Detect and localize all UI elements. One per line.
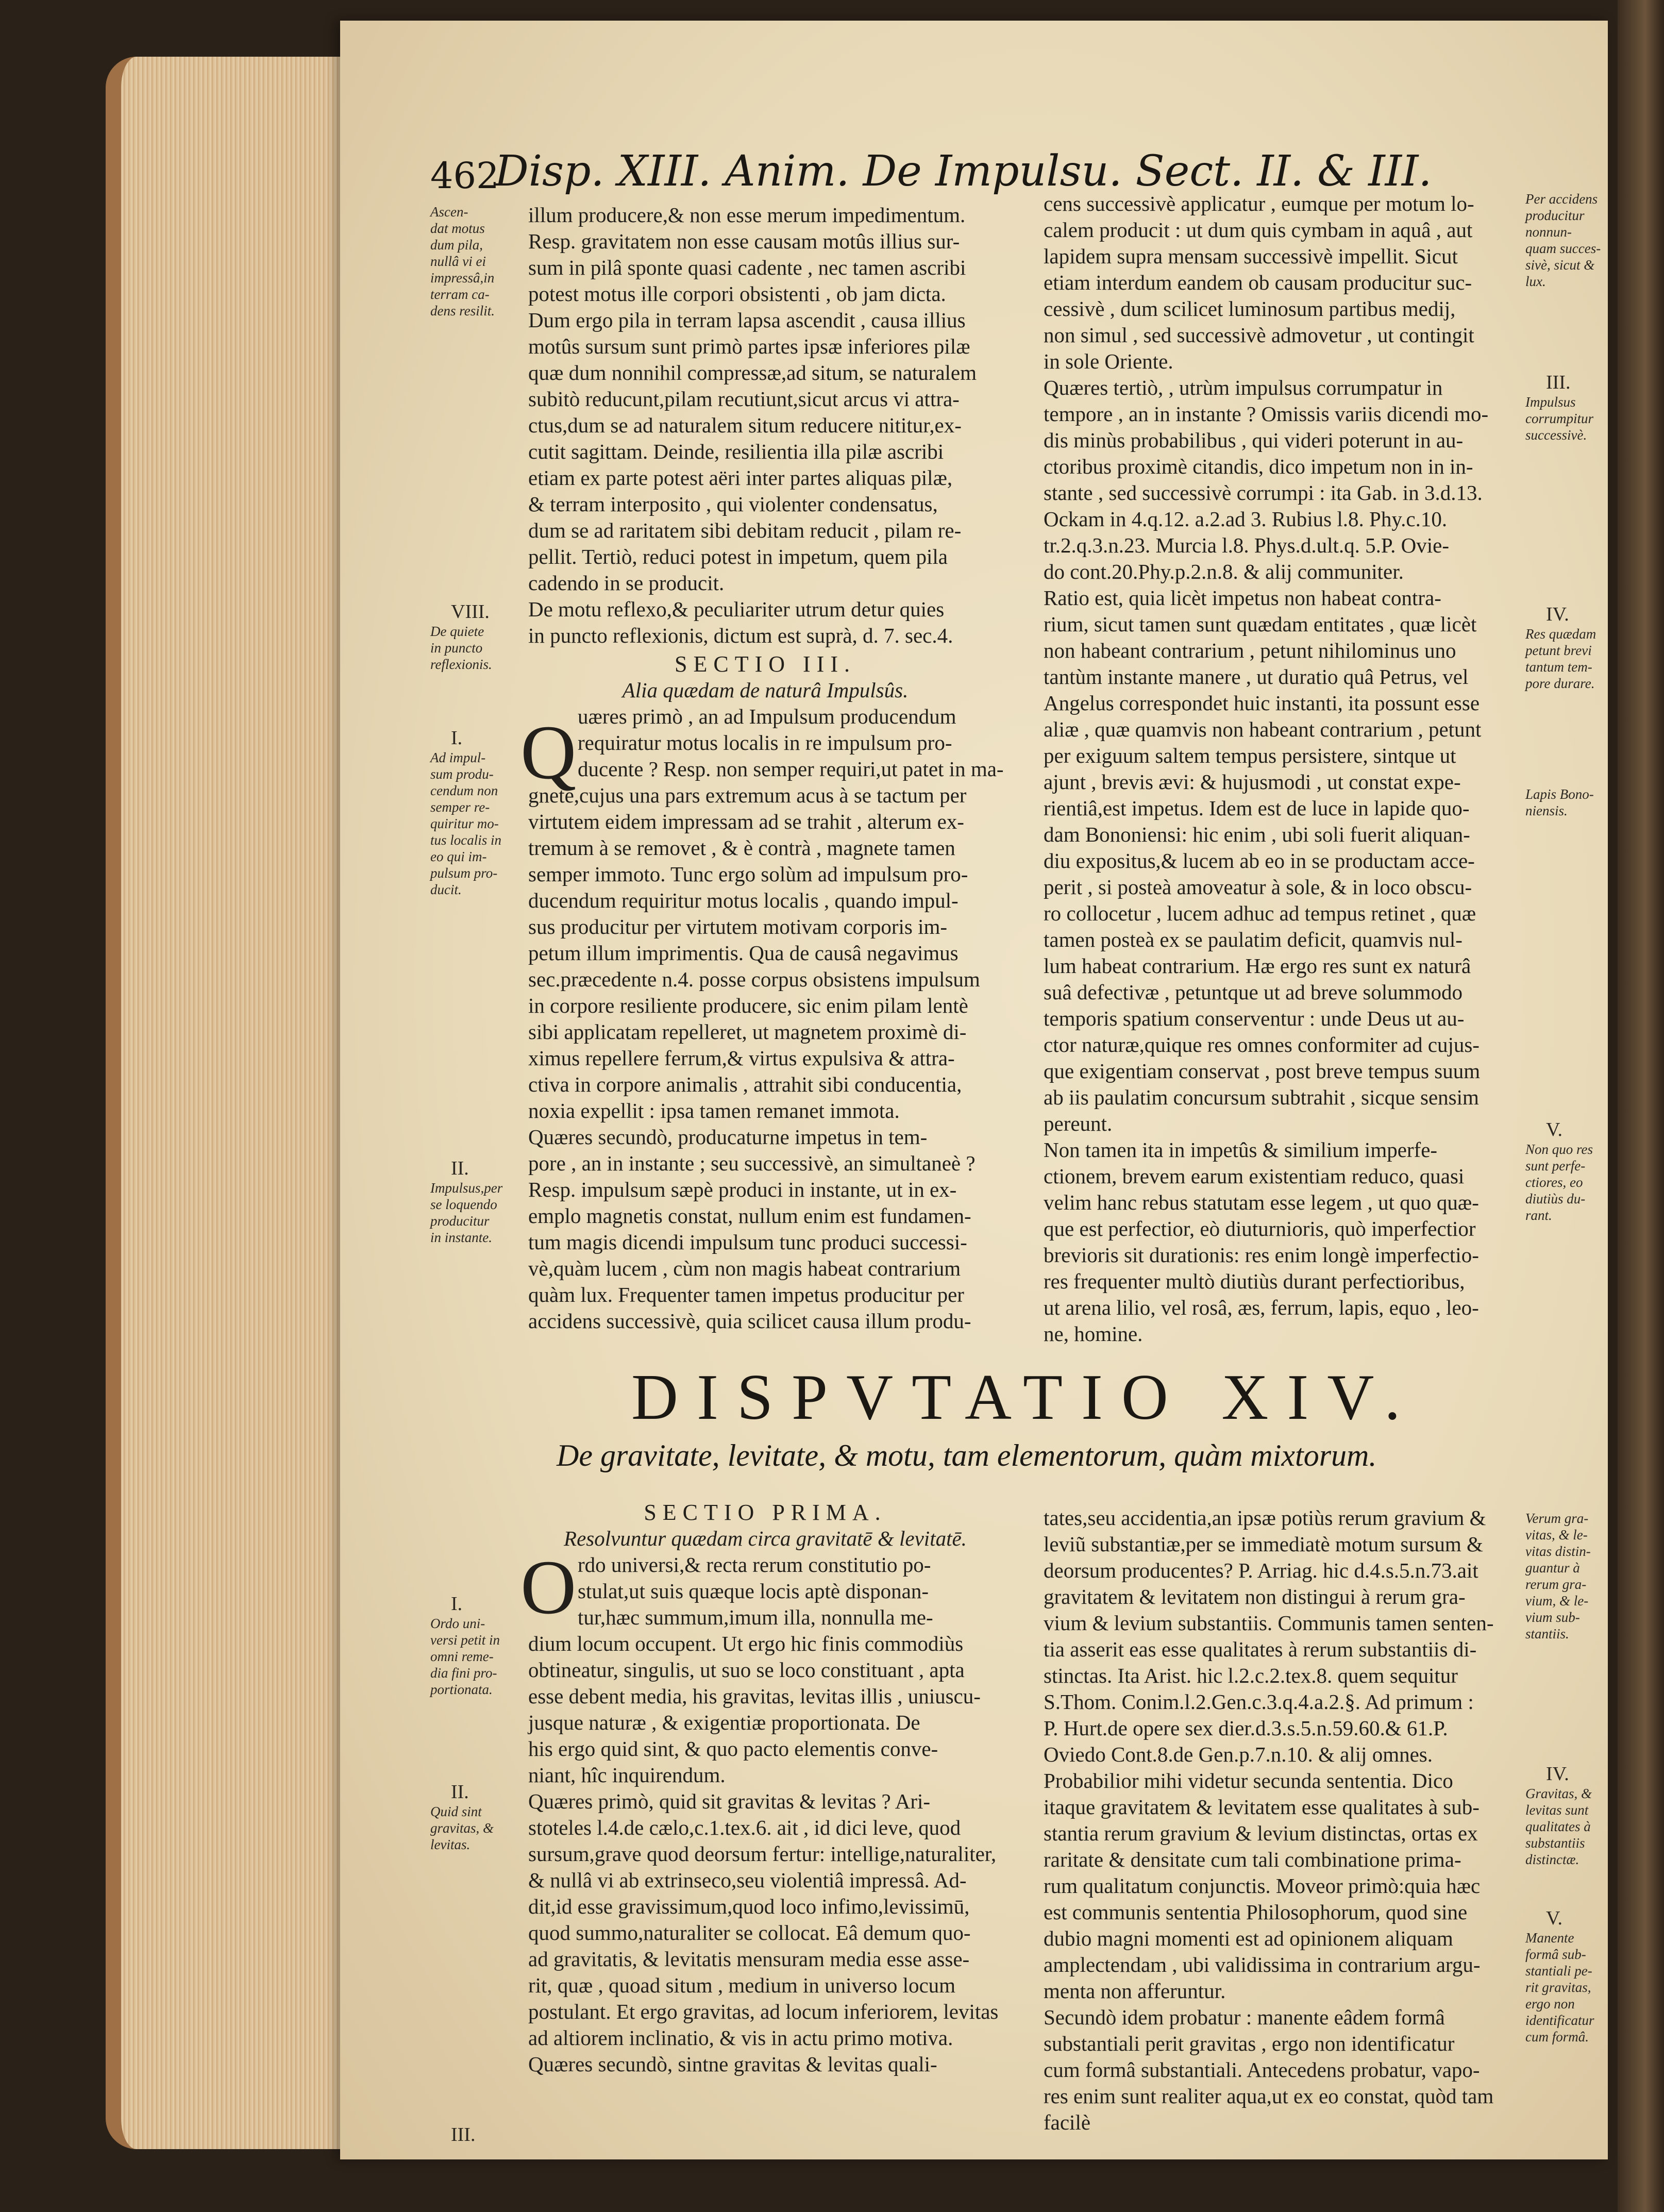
text-line: stoteles l.4.de cælo,c.1.tex.6. ait , id dici leve, quod xyxy=(528,1816,961,1839)
text-line: sec.præcedente n.4. posse corpus obsistens impulsum xyxy=(528,967,980,991)
marginal-note-line: Quid sint xyxy=(430,1804,482,1819)
text-line: De motu reflexo,& peculiariter utrum detur quies xyxy=(528,597,945,621)
marginal-note xyxy=(430,1157,502,1246)
text-line: in sole Oriente. xyxy=(1044,349,1173,373)
text-line: tr.2.q.3.n.23. Murcia l.8. Phys.d.ult.q. 5.P. Ovie- xyxy=(1044,533,1449,557)
marginal-note-line: ergo non xyxy=(1525,1996,1575,2012)
text-line: ne, homine. xyxy=(1044,1322,1143,1346)
marginal-note-line: producitur xyxy=(1525,208,1585,223)
disputatio-title: DISPVTATIO XIV. xyxy=(631,1362,1419,1433)
text-line: sursum,grave quod deorsum fertur: intellige,naturaliter, xyxy=(528,1842,997,1866)
marginal-note-line: identificatur xyxy=(1525,2013,1594,2028)
marginal-note-line: ducit. xyxy=(430,882,462,897)
marginal-note-line: niensis. xyxy=(1525,803,1568,818)
marginal-note-number: IV. xyxy=(1546,1763,1569,1785)
marginal-note xyxy=(1525,1763,1592,1868)
text-line: tantùm instante manere , ut duratio quâ Petrus, vel xyxy=(1044,665,1469,689)
text-line: Quæres secundò, sintne gravitas & levitas quali- xyxy=(528,2052,937,2076)
text-line: cutit sagittam. Deinde, resilientia illa pilæ ascribi xyxy=(528,440,944,463)
marginal-note-line: producitur xyxy=(430,1213,490,1229)
text-line: rium, sicut tamen sunt quædam entitates , quæ licèt xyxy=(1044,612,1477,636)
marginal-note-line: impressâ,in xyxy=(430,270,495,286)
text-line: noxia expellit : ipsa tamen remanet immota. xyxy=(528,1099,900,1122)
text-line: P. Hurt.de opere sex dier.d.3.s.5.n.59.60.& 61.P. xyxy=(1044,1716,1448,1740)
text-line: quàm lux. Frequenter tamen impetus producitur per xyxy=(528,1283,964,1306)
marginal-note-line: lux. xyxy=(1525,274,1546,289)
marginal-note-line: in puncto xyxy=(430,640,483,656)
marginal-note-line: Lapis Bono- xyxy=(1525,786,1594,802)
marginal-note-line: reflexionis. xyxy=(430,657,492,672)
marginal-note-line: tantum tem- xyxy=(1525,659,1592,675)
marginal-note xyxy=(1525,371,1593,443)
marginal-note-line: De quiete xyxy=(430,624,484,639)
text-line: calem producit : ut dum quis cymbam in aquâ , aut xyxy=(1044,218,1473,242)
text-line: perit , si posteà amoveatur à sole, & in loco obscu- xyxy=(1044,875,1472,899)
text-line: dium locum occupent. Ut ergo hic finis commodiùs xyxy=(528,1632,964,1655)
text-line: gravitatem & levitatem non distingui à rerum gra- xyxy=(1044,1585,1466,1608)
marginal-note xyxy=(1525,1510,1591,1642)
sectio-prima-title: SECTIO PRIMA. xyxy=(644,1500,887,1525)
text-line: velim hanc rebus statutam esse legem , ut quo quæ- xyxy=(1044,1191,1479,1214)
marginal-note-line: Verum gra- xyxy=(1525,1511,1589,1526)
marginal-note-number: V. xyxy=(1546,1119,1563,1141)
text-line: his ergo quid sint, & quo pacto elementis conve- xyxy=(528,1737,938,1761)
marginal-note xyxy=(1525,603,1596,692)
marginal-note-line: quiritur mo- xyxy=(430,816,499,831)
marginal-note xyxy=(1525,191,1601,290)
text-line: est communis sententia Philosophorum, quod sine xyxy=(1044,1900,1468,1924)
text-line: in corpore resiliente producere, sic enim pilam lentè xyxy=(528,994,968,1017)
text-line: Ratio est, quia licèt impetus non habeat contra- xyxy=(1044,586,1441,610)
text-line: quod summo,naturaliter se collocat. Eâ demum quo- xyxy=(528,1921,971,1945)
text-line: Resp. gravitatem non esse causam motûs illius sur- xyxy=(528,229,960,253)
marginal-note-number: IV. xyxy=(1546,604,1569,625)
text-line: virtutem eidem impressam ad se trahit , alterum ex- xyxy=(528,810,964,833)
text-line: stantia rerum gravium & levium distinctas, ortas ex xyxy=(1044,1821,1478,1845)
text-line: etiam interdum eandem ob causam producitur suc- xyxy=(1044,271,1472,294)
text-line: rit, quæ , quoad situm , medium in universo locum xyxy=(528,1973,956,1997)
marginal-note-line: diutiùs du- xyxy=(1525,1191,1586,1206)
marginal-note-line: nullâ vi ei xyxy=(430,254,486,269)
text-line: per exiguum saltem tempus persistere, sintque ut xyxy=(1044,744,1456,767)
upper-left-column xyxy=(528,202,1004,1334)
text-line: vè,quàm lucem , cùm non magis habeat contrarium xyxy=(528,1256,961,1280)
sectio-prima-subtitle: Resolvuntur quædam circa gravitatē & levitatē. xyxy=(564,1527,967,1550)
text-line: ducente ? Resp. non semper requiri,ut patet in ma- xyxy=(578,757,1004,781)
text-line: stulat,ut suis quæque locis aptè disponan- xyxy=(578,1579,929,1603)
text-line: in puncto reflexionis, dictum est suprà, d. 7. sec.4. xyxy=(528,624,953,647)
text-line: sus producitur per virtutem motivam corporis im- xyxy=(528,915,948,939)
text-line: lapidem supra mensam successivè impellit. Sicut xyxy=(1044,244,1458,268)
text-line: ut arena lilio, vel rosâ, æs, ferrum, lapis, equo , leo- xyxy=(1044,1296,1479,1319)
text-line: dubio magni momenti est ad opinionem aliquam xyxy=(1044,1926,1453,1950)
text-line: ctiva in corpore animalis , attrahit sibi conducentia, xyxy=(528,1073,962,1096)
text-line: stinctas. Ita Arist. hic l.2.c.2.tex.8. quem sequitur xyxy=(1044,1664,1458,1687)
marginal-note-number: VIII. xyxy=(451,601,490,623)
text-line: Quæres secundò, producaturne impetus in tem- xyxy=(528,1125,928,1149)
facing-page-edge xyxy=(1618,0,1664,2212)
marginal-note-line: vium sub- xyxy=(1525,1610,1580,1625)
book-page-edges xyxy=(106,57,358,2149)
marginal-note-line: Ad impul- xyxy=(430,750,486,765)
marginal-note-line: successivè. xyxy=(1525,427,1587,443)
text-line: substantiali perit gravitas , ergo non identificatur xyxy=(1044,2032,1455,2055)
text-line: non simul , sed successivè admovetur , ut contingit xyxy=(1044,323,1474,347)
text-line: Oviedo Cont.8.de Gen.p.7.n.10. & alij omnes. xyxy=(1044,1742,1433,1766)
text-line: res frequenter multò diutiùs durant perfectioribus, xyxy=(1044,1269,1465,1293)
text-line: motûs sursum sunt primò partes ipsæ inferiores pilæ xyxy=(528,334,970,358)
text-line: facilè xyxy=(1044,2110,1091,2134)
marginal-note-number: V. xyxy=(1546,1907,1563,1929)
text-line: Quæres tertiò, , utrùm impulsus corrumpatur in xyxy=(1044,376,1443,399)
marginal-note-line: levitas sunt xyxy=(1525,1802,1589,1818)
marginal-note-line: sivè, sicut & xyxy=(1525,257,1595,273)
text-line: lum habeat contrarium. Hæ ergo res sunt ex naturâ xyxy=(1044,954,1471,978)
text-line: raritate & densitate cum tali combinatione prima- xyxy=(1044,1848,1461,1871)
marginal-note-line: quam succes- xyxy=(1525,241,1601,256)
marginal-note-line: dum pila, xyxy=(430,237,483,253)
text-line: postulant. Et ergo gravitas, ad locum inferiorem, levitas xyxy=(528,2000,999,2023)
marginal-note-line: portionata. xyxy=(430,1682,493,1697)
text-line: & terram interposito , qui violenter condensatus, xyxy=(528,492,938,516)
sectio-iii-title: SECTIO III. xyxy=(675,651,856,677)
text-line: uæres primò , an ad Impulsum producendum xyxy=(578,705,956,728)
text-line: Angelus correspondet huic instanti, ita possunt esse xyxy=(1044,691,1480,715)
marginal-note-line: levitas. xyxy=(430,1837,470,1852)
marginal-note-line: Gravitas, & xyxy=(1525,1786,1592,1801)
text-line: stante , sed successivè corrumpi : ita Gab. in 3.d.13. xyxy=(1044,481,1483,505)
marginal-note-line: vium, & le- xyxy=(1525,1593,1589,1608)
marginal-note-line: Ordo uni- xyxy=(430,1616,485,1631)
text-line: esse debent media, his gravitas, levitas illis , uniuscu- xyxy=(528,1684,981,1708)
text-line: pore , an in instante ; seu successivè, an simultaneè ? xyxy=(528,1151,976,1175)
marginal-note-line: Res quædam xyxy=(1525,626,1596,642)
marginal-note-line: Impulsus,per xyxy=(430,1180,503,1196)
marginal-note-number: III. xyxy=(1546,372,1571,393)
text-line: subitò reducunt,pilam recutiunt,sicut arcus vi attra- xyxy=(528,387,960,411)
text-line: ximus repellere ferrum,& virtus expulsiva & attra- xyxy=(528,1046,955,1070)
text-line: jusque naturæ , & exigentiæ proportionata. De xyxy=(528,1711,920,1734)
marginal-note-number: II. xyxy=(451,1158,469,1179)
marginal-note xyxy=(1525,786,1594,819)
marginal-note-line: versi petit in xyxy=(430,1632,500,1648)
text-line: ajunt , brevis ævi: & hujusmodi , ut constat expe- xyxy=(1044,770,1461,794)
upper-right-column xyxy=(1044,191,1488,1347)
marginal-note-line: stantiali pe- xyxy=(1525,1963,1592,1979)
text-line: amplectendam , ubi validissima in contrarium argu- xyxy=(1044,1953,1481,1976)
marginal-note-line: rit gravitas, xyxy=(1525,1980,1591,1995)
marginal-note-line: substantiis xyxy=(1525,1835,1585,1851)
text-line: requiratur motus localis in re impulsum pro- xyxy=(578,731,952,755)
text-line: illum producere,& non esse merum impedimentum. xyxy=(528,203,966,227)
marginal-note-line: Non quo res xyxy=(1525,1142,1593,1157)
text-line: deorsum producentes? P. Arriag. hic d.4.s.5.n.73.ait xyxy=(1044,1559,1478,1582)
marginal-note-line: rant. xyxy=(1525,1208,1552,1223)
text-line: dis minùs probabilibus , qui videri poterunt in au- xyxy=(1044,428,1464,452)
text-line: ad altiorem inclinatio, & vis in actu primo motiva. xyxy=(528,2026,953,2050)
text-line: do cont.20.Phy.p.2.n.8. & alij communiter. xyxy=(1044,560,1404,583)
text-line: dam Bononiensi: hic enim , ubi soli fuerit aliquan- xyxy=(1044,823,1470,846)
marginal-note-line: sum produ- xyxy=(430,766,494,782)
text-line: tur,hæc summum,imum illa, nonnulla me- xyxy=(578,1605,933,1629)
text-line: ro collocetur , lucem adhuc ad tempus retinet , quæ xyxy=(1044,901,1476,925)
marginal-note-line: Ascen- xyxy=(430,204,468,220)
marginal-note xyxy=(1525,1118,1593,1224)
text-line: diu expositus,& lucem ab eo in se productam acce- xyxy=(1044,849,1475,873)
text-line: ctus,dum se ad naturalem situm reducere nititur,ex- xyxy=(528,413,962,437)
text-line: Secundò idem probatur : manente eâdem formâ xyxy=(1044,2005,1445,2029)
marginal-note xyxy=(430,727,501,898)
text-line: tia asserit eas esse qualitates à rerum substantiis di- xyxy=(1044,1637,1477,1661)
text-line: potest motus ille corpori obsistenti , ob jam dicta. xyxy=(528,282,946,306)
text-line: emplo magnetis constat, nullum enim est fundamen- xyxy=(528,1204,971,1228)
marginal-note-line: Impulsus xyxy=(1525,394,1576,410)
marginal-note-number: I. xyxy=(451,727,463,749)
text-line: & nullâ vi ab extrinseco,seu violentiâ impressâ. Ad- xyxy=(528,1868,967,1892)
text-line: cens successivè applicatur , eumque per motum lo- xyxy=(1044,192,1474,215)
lower-right-column xyxy=(1044,1505,1493,2136)
marginal-note-line: se loquendo xyxy=(430,1197,497,1212)
text-line: ad gravitatis, & levitatis mensuram media esse asse- xyxy=(528,1947,970,1971)
marginal-note-line: dat motus xyxy=(430,221,485,236)
text-line: ducendum requiritur motus localis , quando impul- xyxy=(528,889,959,912)
marginal-note-line: Manente xyxy=(1525,1930,1574,1946)
text-line: Resp. impulsum sæpè produci in instante, ut in ex- xyxy=(528,1178,957,1201)
marginal-note-line: gravitas, & xyxy=(430,1820,494,1836)
marginal-note-line: cendum non xyxy=(430,783,498,798)
text-line: pellit. Tertiò, reduci potest in impetum, quem pila xyxy=(528,545,948,568)
text-line: suâ defectivæ , petuntque ut ad breve solummodo xyxy=(1044,980,1463,1004)
marginal-note-line: petunt brevi xyxy=(1525,643,1592,658)
marginal-note-line: semper re- xyxy=(430,799,490,815)
sectio-iii-subtitle: Alia quædam de naturâ Impulsûs. xyxy=(622,678,909,702)
text-line: temporis spatium conserventur : unde Deus ut au- xyxy=(1044,1007,1465,1030)
text-line: tamen posteà ex se paulatim deficit, quamvis nul- xyxy=(1044,928,1463,951)
text-line: quæ dum nonnihil compressæ,ad situm, se naturalem xyxy=(528,361,977,384)
marginal-note-line: tus localis in xyxy=(430,832,502,848)
text-line: accidens successivè, quia scilicet causa illum produ- xyxy=(528,1309,971,1333)
text-line: ctor naturæ,quique res omnes conformiter ad cujus- xyxy=(1044,1033,1480,1057)
text-line: rientiâ,est impetus. Idem est de luce in lapide quo- xyxy=(1044,796,1470,820)
text-line: tum magis dicendi impulsum tunc produci successi- xyxy=(528,1230,967,1254)
marginal-note-line: vitas, & le- xyxy=(1525,1527,1588,1543)
text-line: cum formâ substantiali. Antecedens probatur, vapo- xyxy=(1044,2058,1480,2082)
text-line: ctionem, brevem earum existentiam reduco, quasi xyxy=(1044,1164,1465,1188)
text-line: etiam ex parte potest aëri inter partes aliquas pilæ, xyxy=(528,466,953,490)
text-line: sibi applicatam repelleret, ut magnetem proximè di- xyxy=(528,1020,967,1044)
marginal-note-line: ctiores, eo xyxy=(1525,1175,1583,1190)
marginal-note-line: in instante. xyxy=(430,1230,492,1245)
marginal-note-number: III. xyxy=(451,2124,476,2146)
text-line: cessivè , dum scilicet luminosum partibus medij, xyxy=(1044,297,1456,321)
text-line: niant, hîc inquirendum. xyxy=(528,1763,726,1787)
marginal-note-line: rerum gra- xyxy=(1525,1577,1587,1592)
marginal-note-line: dia fini pro- xyxy=(430,1665,497,1681)
text-line: que exigentiam conservat , post breve tempus suum xyxy=(1044,1059,1481,1083)
text-line: Non tamen ita in impetûs & similium imperfe- xyxy=(1044,1138,1438,1162)
marginal-note-line: vitas distin- xyxy=(1525,1544,1591,1559)
marginal-note-line: terram ca- xyxy=(430,287,490,302)
marginal-note-line: dens resilit. xyxy=(430,303,495,319)
marginal-note-line: pulsum pro- xyxy=(430,865,498,881)
text-line: sum in pilâ sponte quasi cadente , nec tamen ascribi xyxy=(528,256,966,279)
text-line: tempore , an in instante ? Omissis variis dicendi mo- xyxy=(1044,402,1489,426)
marginal-note xyxy=(430,1593,500,1698)
text-line: dit,id esse gravissimum,quod loco infimo,levissimū, xyxy=(528,1895,970,1918)
text-line: tremum à se removet , & è contrà , magnete tamen xyxy=(528,836,955,860)
marginal-note xyxy=(430,600,492,673)
text-line: Quæres primò, quid sit gravitas & levitas ? Ari- xyxy=(528,1789,931,1813)
text-line: semper immoto. Tunc ergo solùm ad impulsum pro- xyxy=(528,862,968,886)
text-line: Dum ergo pila in terram lapsa ascendit , causa illius xyxy=(528,308,966,332)
text-line: obtineatur, singulis, ut suo se loco constituant , apta xyxy=(528,1658,965,1682)
text-line: itaque gravitatem & levitatem esse qualitates à sub- xyxy=(1044,1795,1480,1819)
text-line: gnete,cujus una pars extremum acus à se tactum per xyxy=(528,783,967,807)
text-line: tates,seu accidentia,an ipsæ potiùs rerum gravium & xyxy=(1044,1506,1486,1530)
marginal-note-line: qualitates à xyxy=(1525,1819,1591,1834)
disputatio-subtitle: De gravitate, levitate, & motu, tam elementorum, quàm mixtorum. xyxy=(557,1438,1377,1472)
text-line: cadendo in se producit. xyxy=(528,571,725,595)
marginal-note-line: sunt perfe- xyxy=(1525,1158,1586,1174)
text-line: res enim sunt realiter aqua,ut ex eo constat, quòd tam xyxy=(1044,2084,1494,2108)
text-line: S.Thom. Conim.l.2.Gen.c.3.q.4.a.2.§. Ad primum : xyxy=(1044,1690,1474,1714)
marginal-note-line: guantur à xyxy=(1525,1560,1580,1576)
text-line: ctoribus proximè citandis, dico impetum non in in- xyxy=(1044,455,1473,478)
marginal-note-line: distinctæ. xyxy=(1525,1852,1579,1867)
marginal-note-line: cum formâ. xyxy=(1525,2029,1589,2045)
text-line: menta non afferuntur. xyxy=(1044,1979,1226,2003)
text-line: leviũ substantiæ,per se immediatè motum sursum & xyxy=(1044,1532,1483,1556)
text-line: Ockam in 4.q.12. a.2.ad 3. Rubius l.8. Phy.c.10. xyxy=(1044,507,1448,531)
drop-cap-o: O xyxy=(520,1545,577,1630)
text-line: petum illum imprimentis. Qua de causâ negavimus xyxy=(528,941,959,965)
text-line: rum qualitatum conjunctis. Moveor primò:quia hæc xyxy=(1044,1874,1481,1898)
page-number: 462 xyxy=(430,155,499,197)
text-line: rdo universi,& recta rerum constitutio po- xyxy=(578,1553,931,1577)
text-line: aliæ , quæ quamvis non habeant contrarium , petunt xyxy=(1044,717,1482,741)
running-title: Disp. XIII. Anim. De Impulsu. Sect. II. & III. xyxy=(495,147,1432,196)
text-line: brevioris sit durationis: res enim longè imperfectio- xyxy=(1044,1243,1479,1267)
marginal-note-line: pore durare. xyxy=(1525,676,1595,691)
text-line: non habeant contrarium , petunt nihilominus uno xyxy=(1044,639,1456,662)
text-line: dum se ad raritatem sibi debitam reducit , pilam re- xyxy=(528,518,962,542)
lower-left-column xyxy=(528,1497,1002,2077)
marginal-note-line: Per accidens xyxy=(1525,191,1598,207)
marginal-note xyxy=(430,2123,475,2146)
text-line: Probabilior mihi videtur secunda sententia. Dico xyxy=(1044,1769,1453,1792)
marginal-note xyxy=(430,1781,494,1853)
marginal-note-line: omni reme- xyxy=(430,1649,494,1664)
marginal-note-number: I. xyxy=(451,1593,463,1615)
marginal-note-line: formâ sub- xyxy=(1525,1947,1586,1962)
text-line: ab iis paulatim concursum subtrahit , sicque sensim xyxy=(1044,1085,1479,1109)
text-line: que est perfectior, eò diuturnioris, quò imperfectior xyxy=(1044,1217,1476,1241)
marginal-note-number: II. xyxy=(451,1781,469,1803)
text-line: pereunt. xyxy=(1044,1112,1113,1135)
marginal-note-line: corrumpitur xyxy=(1525,411,1594,426)
drop-cap-q: Q xyxy=(520,710,577,795)
marginal-note-line: eo qui im- xyxy=(430,849,487,864)
text-line: vium & levium substantiis. Communis tamen senten- xyxy=(1044,1611,1494,1635)
marginal-note xyxy=(1525,1907,1594,2045)
marginal-note xyxy=(430,204,495,319)
marginal-note-line: stantiis. xyxy=(1525,1626,1569,1641)
marginal-note-line: nonnun- xyxy=(1525,224,1572,240)
